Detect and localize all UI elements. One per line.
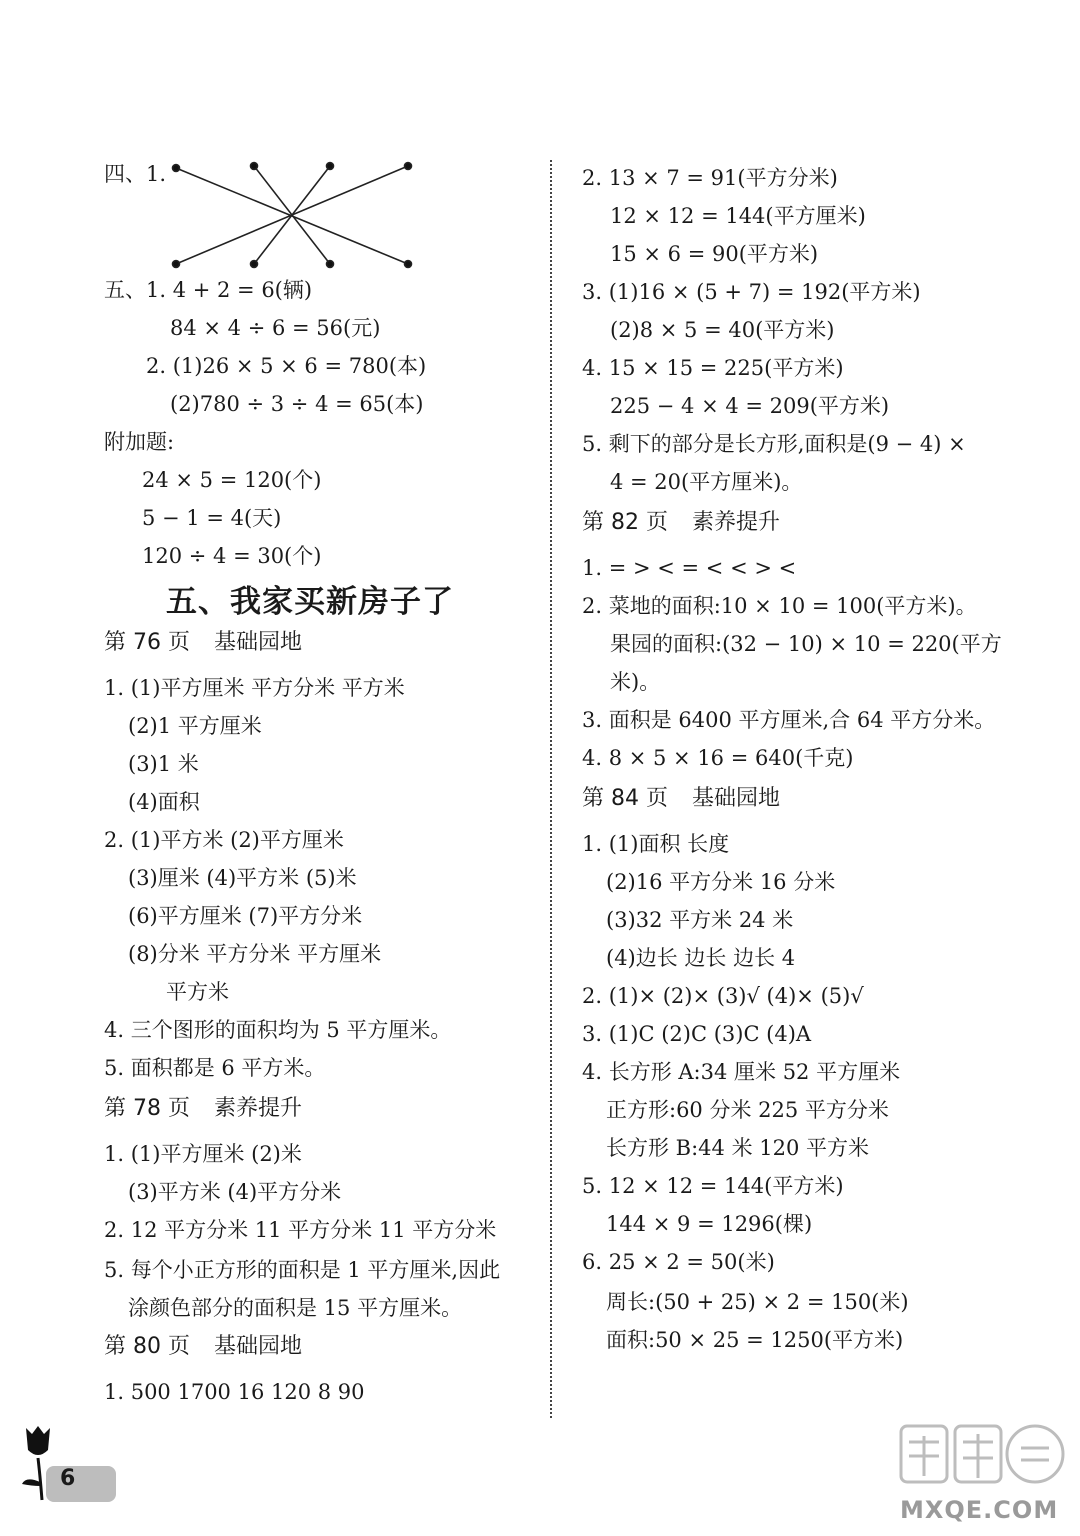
answer-line: (3)厘米 (4)平方米 (5)米: [128, 866, 357, 890]
answer-line: 正方形:60 分米 225 平方分米: [606, 1098, 889, 1122]
answer-line: 4 = 20(平方厘米)。: [610, 470, 803, 494]
section-heading-80: [104, 1332, 302, 1362]
match-dot: [173, 165, 180, 172]
answer-line: 15 × 6 = 90(平方米): [610, 242, 819, 266]
unit-title: 五、我家买新房子了: [166, 584, 454, 620]
answer-line: 涂颜色部分的面积是 15 平方厘米。: [128, 1296, 463, 1320]
answer-line: 84 × 4 ÷ 6 = 56(元): [170, 316, 381, 340]
answer-line: 周长:(50 + 25) × 2 = 150(米): [606, 1290, 909, 1314]
column-divider: [550, 160, 552, 1418]
answer-line: 24 × 5 = 120(个): [142, 468, 322, 492]
answer-line: (4)面积: [128, 790, 200, 814]
answer-line: 2. 13 × 7 = 91(平方分米): [582, 166, 838, 190]
answer-line: 12 × 12 = 144(平方厘米): [610, 204, 866, 228]
answer-line: 4. 8 × 5 × 16 = 640(千克): [582, 746, 854, 770]
section-name: 基础园地: [692, 786, 781, 811]
answer-line: 120 ÷ 4 = 30(个): [142, 544, 322, 568]
section-page: 第 78 页: [104, 1096, 190, 1121]
answer-line: (2)780 ÷ 3 ÷ 4 = 65(本): [170, 392, 424, 416]
answer-line: 5. 每个小正方形的面积是 1 平方厘米,因此: [104, 1258, 501, 1282]
answer-line: (8)分米 平方分米 平方厘米: [128, 942, 382, 966]
answer-line: 4. 长方形 A:34 厘米 52 平方厘米: [582, 1060, 901, 1084]
answer-line: (3)32 平方米 24 米: [606, 908, 794, 932]
answer-line: 3. (1)C (2)C (3)C (4)A: [582, 1022, 812, 1046]
match-dot: [251, 261, 258, 268]
section-page: 第 82 页: [582, 510, 668, 535]
answer-line: (6)平方厘米 (7)平方分米: [128, 904, 363, 928]
answer-line: 平方米: [166, 980, 229, 1004]
answer-line: 2. 12 平方分米 11 平方分米 11 平方分米: [104, 1218, 497, 1242]
answer-line: (4)边长 边长 边长 4: [606, 946, 796, 970]
answer-line: (3)平方米 (4)平方分米: [128, 1180, 342, 1204]
answer-line: 4. 三个图形的面积均为 5 平方厘米。: [104, 1018, 452, 1042]
answer-line: 2. (1)× (2)× (3)√ (4)× (5)√: [582, 984, 864, 1008]
answer-line: 1. = > < = < < > <: [582, 556, 797, 580]
match-dot: [327, 163, 334, 170]
answer-line: 1. (1)面积 长度: [582, 832, 730, 856]
bonus-heading: 附加题:: [104, 430, 175, 454]
page-number: 6: [60, 1466, 76, 1491]
matching-lines-diagram: [168, 156, 428, 276]
answer-line: 144 × 9 = 1296(棵): [606, 1212, 813, 1236]
answer-line: 3. 面积是 6400 平方厘米,合 64 平方分米。: [582, 708, 996, 732]
section-name: 基础园地: [214, 630, 303, 655]
answer-line: 6. 25 × 2 = 50(米): [582, 1250, 775, 1274]
section-heading-78: [104, 1094, 302, 1124]
answer-line: 5 − 1 = 4(天): [142, 506, 282, 530]
answer-line: 5. 12 × 12 = 144(平方米): [582, 1174, 844, 1198]
answer-line: (2)1 平方厘米: [128, 714, 262, 738]
answer-line: 米)。: [610, 670, 661, 694]
match-dot: [251, 163, 258, 170]
answer-line: 5. 面积都是 6 平方米。: [104, 1056, 326, 1080]
section-heading-76: [104, 628, 302, 658]
answer-line: 1. (1)平方厘米 (2)米: [104, 1142, 302, 1166]
answer-line: 5. 剩下的部分是长方形,面积是(9 − 4) ×: [582, 432, 966, 456]
answer-line: 3. (1)16 × (5 + 7) = 192(平方米): [582, 280, 921, 304]
answer-line: 1. (1)平方厘米 平方分米 平方米: [104, 676, 405, 700]
answer-line: 面积:50 × 25 = 1250(平方米): [606, 1328, 904, 1352]
answer-line: 2. 菜地的面积:10 × 10 = 100(平方米)。: [582, 594, 977, 618]
section-page: 第 80 页: [104, 1334, 190, 1359]
answer-line: 1. 500 1700 16 120 8 90: [104, 1380, 365, 1404]
section-page: 第 76 页: [104, 630, 190, 655]
answer-line: 225 − 4 × 4 = 209(平方米): [610, 394, 890, 418]
match-dot: [173, 261, 180, 268]
answer-line: 长方形 B:44 米 120 平方米: [606, 1136, 870, 1160]
answer-line: 2. (1)平方米 (2)平方厘米: [104, 828, 344, 852]
match-dot: [405, 163, 412, 170]
answer-line: 五、1. 4 + 2 = 6(辆): [104, 278, 313, 302]
answer-line: 4. 15 × 15 = 225(平方米): [582, 356, 844, 380]
match-dot: [327, 261, 334, 268]
match-dot: [405, 261, 412, 268]
section-name: 基础园地: [214, 1334, 303, 1359]
answer-line: (3)1 米: [128, 752, 199, 776]
answer-line: (2)16 平方分米 16 分米: [606, 870, 836, 894]
section-name: 素养提升: [692, 510, 781, 535]
answer-line: 果园的面积:(32 − 10) × 10 = 220(平方: [610, 632, 1002, 656]
watermark-text: MXQE.COM: [900, 1496, 1059, 1524]
section-heading-82: [582, 508, 780, 538]
section-name: 素养提升: [214, 1096, 303, 1121]
tulip-flower-icon: [18, 1420, 118, 1510]
q4-label: 四、1.: [104, 162, 167, 186]
section-heading-84: [582, 784, 780, 814]
answer-stamp-logo: [895, 1418, 1075, 1498]
section-page: 第 84 页: [582, 786, 668, 811]
answer-line: 2. (1)26 × 5 × 6 = 780(本): [146, 354, 427, 378]
answer-line: (2)8 × 5 = 40(平方米): [610, 318, 835, 342]
